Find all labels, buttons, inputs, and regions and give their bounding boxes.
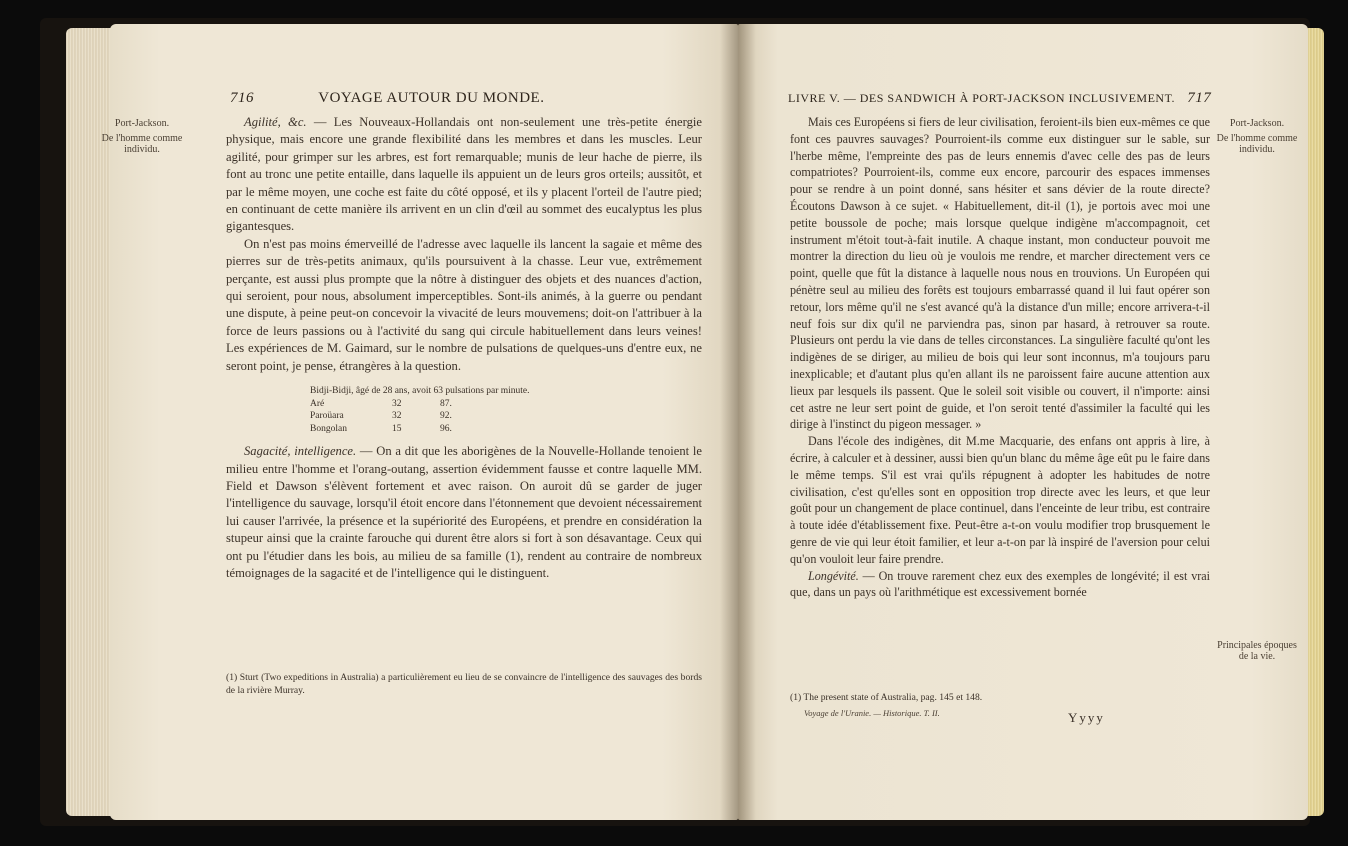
pulse-name: Aré xyxy=(310,398,325,409)
table-row xyxy=(310,398,530,411)
paragraph-text: — On a dit que les aborigènes de la Nouvelle-Hollande tenoient le milieu entre l'homme et l'orang-outang, assertion évidemment fausse et contre laquelle MM. Field et Dawson s'élèvent fortement et avec raison. On auroit dû se garder de juger l'intelligence du sauvage, lorsqu'il étoit encore dans l'étonnement que devoient nécessairement lui causer l'arrivée, la présence et la supériorité des Européens, et prendre en considération la stupeur ainsi que la crainte farouche qui durent être alors si fort à son désavantage. Ceux qui ont pu l'étudier dans les bois, au milieu de sa famille (1), rendent au contraire de nombreux témoignages de la sagacité et de l'intelligence qui le distinguent. xyxy=(226,444,702,580)
pulse-value: 92. xyxy=(440,411,452,422)
right-page xyxy=(738,24,1308,820)
right-running-head xyxy=(788,90,1211,107)
table-row xyxy=(310,410,530,423)
paragraph-sagacity xyxy=(226,443,702,582)
book-gutter xyxy=(720,24,756,820)
paragraph-europeens xyxy=(790,114,1210,433)
pulse-value: 87. xyxy=(440,398,452,409)
paragraph-agility xyxy=(226,114,702,236)
paragraph-text: On n'est pas moins émerveillé de l'adresse avec laquelle ils lancent la sagaie et même des pierres sur de très-petits animaux, qu'ils poursuivent à la chasse. Leur vue, extrêmement perçante, est aussi plus prompte que la nôtre à distinguer des objets et des nuances d'action, qui seroient, pour nous, absolument imperceptibles. Sont-ils animés, à la guerre ou pendant une dispute, à peine peut-on concevoir la vivacité de leurs mouvemens; doit-on l'attribuer à la force de leurs passions ou à l'activité du sang qui circule habituellement dans leurs veines! Les expériences de M. Gaimard, sur le nombre de pulsations de quelques-uns d'entre eux, ne seront point, je pense, étrangères à la question. xyxy=(226,236,702,373)
paragraph-lead: Longévité. xyxy=(808,568,859,583)
right-page-number: 717 xyxy=(1187,90,1212,106)
pulse-age: 32 xyxy=(392,398,402,409)
left-sidenote-place: Port-Jackson. xyxy=(114,118,170,129)
open-book xyxy=(40,18,1310,826)
left-page-number: 716 xyxy=(230,90,254,106)
pulse-age: 15 xyxy=(392,423,402,434)
paragraph-text: — On trouve rarement chez eux des exemples de longévité; il est vrai que, dans un pays où l'arithmétique est excessivement bornée xyxy=(790,568,1210,600)
pulse-age: 32 xyxy=(392,411,402,422)
left-running-title: VOYAGE AUTOUR DU MONDE. xyxy=(318,90,545,106)
paragraph-lead: Sagacité, intelligence. xyxy=(244,444,357,459)
table-row xyxy=(310,423,530,436)
pulse-table-header xyxy=(310,385,530,398)
left-page xyxy=(101,24,738,820)
paragraph-text: Mais ces Européens si fiers de leur civilisation, feroient-ils bien eux-mêmes ce que font ces pauvres sauvages? Pourroient-ils comme eux distinguer sur le sable, sur l'herbe même, l'empreinte des pas de leurs ennemis d'avec celle des pas de leurs compatriotes? Pourroient-ils, comme eux encore, parcourir des espaces immenses pour se rendre à un point donné, sans hésiter et sans dévier de la route directe? Écoutons Dawson à ce sujet. « Habituellement, dit-il (1), je portois avec moi une petite boussole de poche; mais lorsque quelque indigène m'accompagnoit, cet instrument m'étoit tout-à-fait inutile. A chaque instant, mon conducteur pouvoit me montrer la direction du lieu où je voulois me rendre, et marcher directement vers ce point, quelle que fût la distance à laquelle nous nous en trouvions. Un Européen qui pénètre seul au milieu des forêts est toujours embarrassé quand il lui faut opérer son retour, lors même qu'il ne s'est avancé qu'à la distance d'un mille; encore arrivera-t-il neuf fois sur dix qu'il ne parviendra pas, sinon par hasard, à retrouver sa route. Plusieurs ont perdu la vie dans de telles circonstances. La singulière faculté qu'ont les indigènes de se diriger, au milieu de bois qui leur sont inconnus, m'a toujours paru inexplicable; et d'autant plus qu'en allant ils ne paroissent faire aucune attention aux lieux par lesquels ils passent. Que le soleil soit visible ou couvert, il n'importe: ainsi cet astre ne leur sert point de guide, et l'on seroit tenté d'assimiler la faculté qui les dirige à l'instinct du pigeon messager. » xyxy=(790,115,1210,432)
paragraph-text: Dans l'école des indigènes, dit M.me Macquarie, des enfans ont appris à lire, à écrire, à calculer et à dessiner, aussi bien qu'un blanc du même âge eût pu le faire dans le même temps. S'il est vrai qu'ils répugnent à adopter les habitudes de notre civilisation, c'est qu'elles sont en opposition trop directe avec les leurs, et que leur goût pour un changement de place continuel, dans l'enceinte de leur tribu, est contraire à toute idée d'établissement fixe. Peut-être a-t-on voulu modifier trop brusquement le genre de vie qui leur étoit familier, et leur a-t-on par là inspiré de l'aversion pour celui qu'on vouloit leur faire prendre. xyxy=(790,434,1210,566)
pulse-name: Bongolan xyxy=(310,423,347,434)
right-running-title: LIVRE V. — DES SANDWICH À PORT-JACKSON INCLUSIVEMENT. xyxy=(788,91,1176,105)
pulse-value: 96. xyxy=(440,423,452,434)
right-sidenote-place: Port-Jackson. xyxy=(1229,118,1285,129)
left-text-block xyxy=(226,114,702,582)
paragraph-adresse xyxy=(226,236,702,375)
pulse-table xyxy=(310,385,530,435)
paragraph-ecole xyxy=(790,433,1210,567)
right-footnote: (1) The present state of Australia, pag. 145 et 148. xyxy=(790,692,983,703)
right-text-block xyxy=(790,114,1210,601)
right-sidenote-topic: De l'homme comme individu. xyxy=(1216,133,1298,155)
pulse-name: Paroüara xyxy=(310,411,344,422)
left-running-head xyxy=(230,90,544,107)
pulse-table-header-text: Bidji-Bidji, âgé de 28 ans, avoit 63 pulsations par minute. xyxy=(310,386,530,397)
paragraph-text: — Les Nouveaux-Hollandais ont non-seulement une très-petite énergie physique, mais encore une grande flexibilité dans les membres et dans les muscles. Leur agilité, pour grimper sur les arbres, est fort remarquable; munis de leur hache de pierre, ils font au tronc une petite entaille, dans laquelle ils appuient un de leurs gros orteils; aussitôt, et par le même moyen, une coche est faite du côté opposé, et ils y placent l'orteil de l'autre pied; en continuant de cette manière ils arrivent en un clin d'œil au sommet des eucalyptus les plus gigantesques. xyxy=(226,115,703,234)
paragraph-longevity xyxy=(790,568,1210,602)
left-footnote: (1) Sturt (Two expeditions in Australia) a particulièrement eu lieu de se convaincre de l'intelligence des sauvages des bords de la rivière Murray. xyxy=(226,672,702,696)
right-sidenote-longevity: Principales époques de la vie. xyxy=(1217,640,1297,662)
paragraph-lead: Agilité, &c. xyxy=(244,115,307,129)
volume-imprint: Voyage de l'Uranie. — Historique. T. II. xyxy=(804,708,940,718)
left-sidenote-topic: De l'homme comme individu. xyxy=(101,133,183,155)
signature-mark: Yyyy xyxy=(1068,710,1105,725)
